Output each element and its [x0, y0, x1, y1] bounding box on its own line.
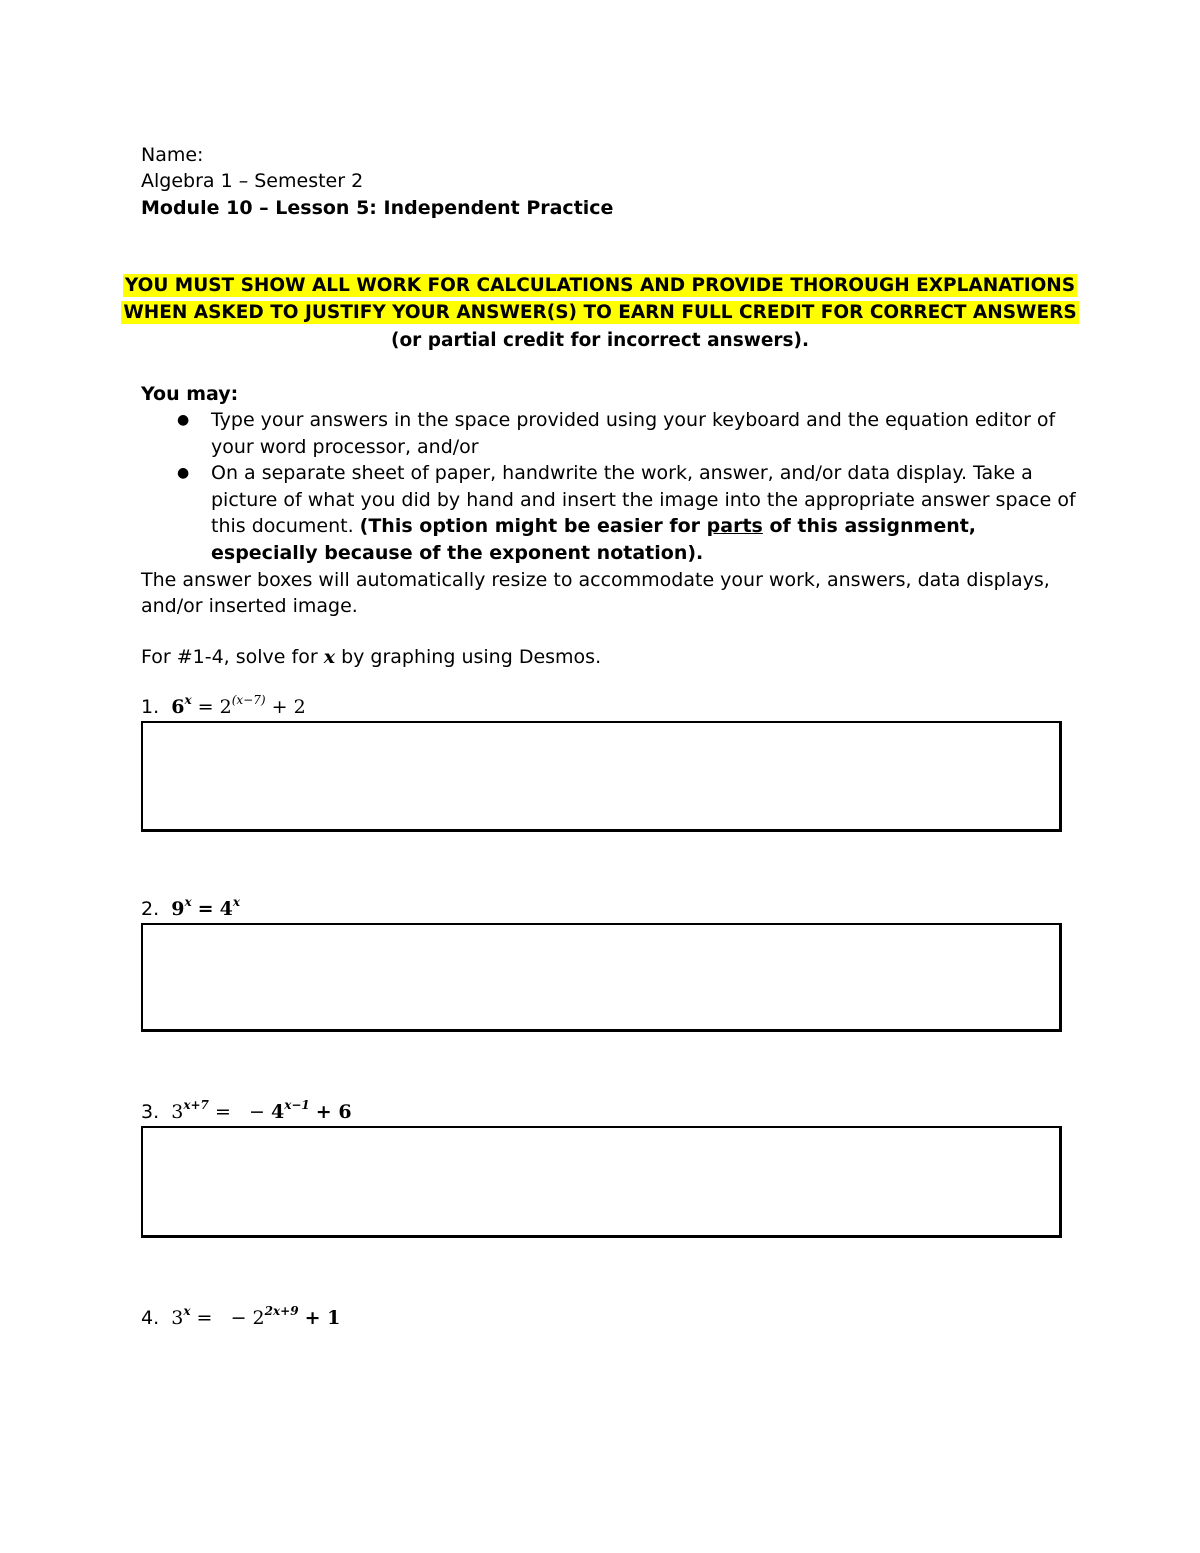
question-2: 2. 9$^x$ = 4$^x$ [141, 895, 241, 920]
course-title: Algebra 1 – Semester 2 [141, 170, 364, 192]
list-item: ● On a separate sheet of paper, handwrite the work, answer, and/or data display. Take a picture of what you did by hand and insert the image into the appropriate answer space of this document. (This option might be easier for parts of this assignment, especially because of the exponent notation). [177, 462, 1076, 564]
options-list [141, 407, 1081, 566]
answer-box-2[interactable] [141, 923, 1062, 1032]
list-item: ● Type your answers in the space provided using your keyboard and the equation editor of your word processor, and/or [177, 409, 1056, 458]
bullet-icon: ● [177, 465, 190, 481]
warning-line-1: YOU MUST SHOW ALL WORK FOR CALCULATIONS AND PROVIDE THOROUGH EXPLANATIONS [124, 275, 1076, 296]
name-label: Name: [141, 144, 204, 166]
bullet-icon: ● [177, 412, 190, 428]
question-4: 4. 3$^x$ = − $2^{2x+9} + 1$ [141, 1304, 341, 1329]
resize-note: The answer boxes will automatically resize to accommodate your work, answers, data displays, and/or inserted image. [141, 569, 1050, 617]
question-3: 3. $3^{x+7}$ = − $4^{x-1} + 6$ [141, 1098, 352, 1123]
partial-credit-note: (or partial credit for incorrect answers). [390, 330, 809, 351]
question-1: 1. $6^x = 2^{(x-7)} + 2$ [141, 693, 306, 718]
you-may-label: You may: [141, 383, 239, 405]
module-title: Module 10 – Lesson 5: Independent Practice [141, 197, 614, 219]
answer-box-3[interactable] [141, 1126, 1062, 1238]
warning-line-2: WHEN ASKED TO JUSTIFY YOUR ANSWER(S) TO EARN FULL CREDIT FOR CORRECT ANSWERS [123, 302, 1077, 323]
directions: For #1-4, solve for x by graphing using Desmos. [141, 646, 602, 668]
answer-box-1[interactable] [141, 721, 1062, 832]
